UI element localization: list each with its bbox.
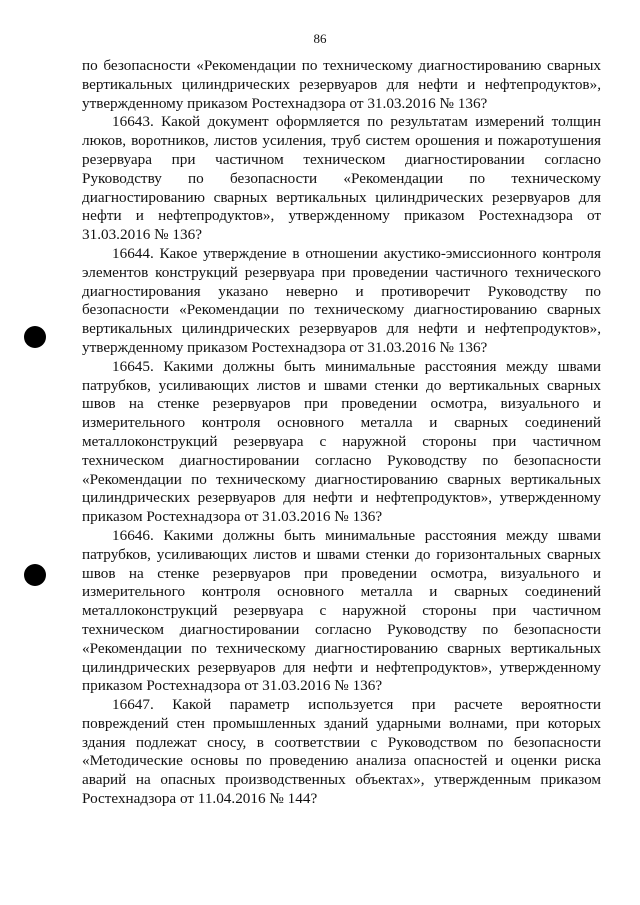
question-16647: 16647. Какой параметр используется при расчете вероятности повреждений стен промышленных зданий ударными волнами, при которых здания подлежат сносу, в соответствии с Руководством по безопасности «Методические основы по проведению анализа опасностей и оценки риска аварий на опасных производственных объектах», утвержденным приказом Ростехнадзора от 11.04.2016 № 144? xyxy=(82,696,601,808)
punch-hole-mark xyxy=(24,564,46,586)
question-16644: 16644. Какое утверждение в отношении акустико-эмиссионного контроля элементов конструкций резервуара при проведении частичного технического диагностирования указано неверно и противоречит Руководству по безопасности «Рекомендации по техническому диагностированию сварных вертикальных цилиндрических резервуаров для нефти и нефтепродуктов», утвержденному приказом Ростехнадзора от 31.03.2016 № 136? xyxy=(82,244,601,356)
document-body xyxy=(82,57,601,809)
question-16646: 16646. Какими должны быть минимальные расстояния между швами патрубков, усиливающих листов и швами стенки до горизонтальных сварных швов на стенке резервуаров при проведении осмотра, визуального и измерительного контроля основного металла и сварных соединений металлоконструкций резервуара с наружной стороны при частичном техническом диагностировании согласно Руководству по безопасности «Рекомендации по техническому диагностированию сварных вертикальных цилиндрических резервуаров для нефти и нефтепродуктов», утвержденному приказом Ростехнадзора от 31.03.2016 № 136? xyxy=(82,526,601,695)
paragraph-continuation: по безопасности «Рекомендации по техническому диагностированию сварных вертикальных цилиндрических резервуаров для нефти и нефтепродуктов», утвержденному приказом Ростехнадзора от 31.03.2016 № 136? xyxy=(82,57,601,112)
question-16645: 16645. Какими должны быть минимальные расстояния между швами патрубков, усиливающих листов и швами стенки до вертикальных сварных швов на стенке резервуаров при проведении осмотра, визуального и измерительного контроля основного металла и сварных соединений металлоконструкций резервуара с наружной стороны при частичном техническом диагностировании согласно Руководству по безопасности «Рекомендации по техническому диагностированию сварных вертикальных цилиндрических резервуаров для нефти и нефтепродуктов», утвержденному приказом Ростехнадзора от 31.03.2016 № 136? xyxy=(82,357,601,526)
question-16643: 16643. Какой документ оформляется по результатам измерений толщин люков, воротников, листов усиления, труб систем орошения и пожаротушения резервуара при частичном техническом диагностировании согласно Руководству по безопасности «Рекомендации по техническому диагностированию сварных вертикальных цилиндрических резервуаров для нефти и нефтепродуктов», утвержденному приказом Ростехнадзора от 31.03.2016 № 136? xyxy=(82,113,601,244)
punch-hole-mark xyxy=(24,326,46,348)
page-number: 86 xyxy=(313,31,327,46)
